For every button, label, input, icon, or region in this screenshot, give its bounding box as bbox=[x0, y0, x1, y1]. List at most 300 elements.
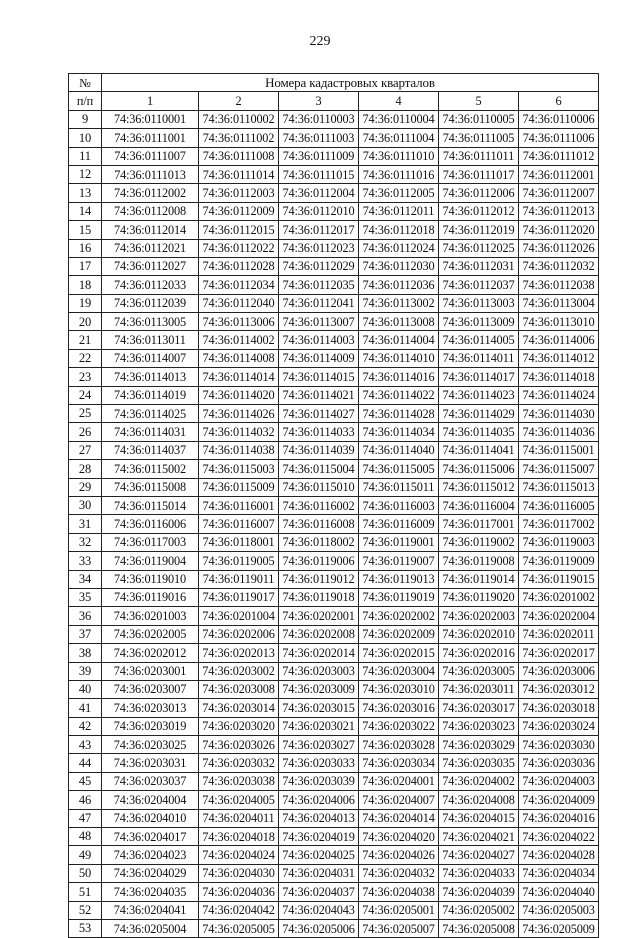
table-row bbox=[69, 644, 599, 662]
cadastral-number-cell: 74:36:0204004 bbox=[102, 791, 199, 809]
cadastral-number-cell: 74:36:0203028 bbox=[359, 736, 439, 754]
cadastral-number-cell: 74:36:0112022 bbox=[199, 239, 279, 257]
cadastral-number-cell: 74:36:0112006 bbox=[439, 184, 519, 202]
cadastral-number-cell: 74:36:0203006 bbox=[519, 662, 599, 680]
cadastral-number-cell: 74:36:0111003 bbox=[279, 129, 359, 147]
cadastral-number-cell: 74:36:0112031 bbox=[439, 257, 519, 275]
cadastral-number-cell: 74:36:0114031 bbox=[102, 423, 199, 441]
cadastral-number-cell: 74:36:0114016 bbox=[359, 368, 439, 386]
row-number: 14 bbox=[69, 202, 102, 220]
cadastral-number-cell: 74:36:0203010 bbox=[359, 680, 439, 698]
cadastral-number-cell: 74:36:0114038 bbox=[199, 441, 279, 459]
cadastral-number-cell: 74:36:0203018 bbox=[519, 699, 599, 717]
row-number: 39 bbox=[69, 662, 102, 680]
cadastral-number-cell: 74:36:0202014 bbox=[279, 644, 359, 662]
table-row bbox=[69, 570, 599, 588]
cadastral-number-cell: 74:36:0202017 bbox=[519, 644, 599, 662]
cadastral-number-cell: 74:36:0110005 bbox=[439, 110, 519, 128]
cadastral-number-cell: 74:36:0201003 bbox=[102, 607, 199, 625]
cadastral-number-cell: 74:36:0119018 bbox=[279, 588, 359, 606]
table-row bbox=[69, 919, 599, 937]
row-number: 47 bbox=[69, 809, 102, 827]
table-row bbox=[69, 165, 599, 183]
cadastral-number-cell: 74:36:0115010 bbox=[279, 478, 359, 496]
cadastral-number-cell: 74:36:0112008 bbox=[102, 202, 199, 220]
row-number: 51 bbox=[69, 883, 102, 901]
table-row bbox=[69, 901, 599, 919]
table-row bbox=[69, 147, 599, 165]
table-row bbox=[69, 405, 599, 423]
row-number: 40 bbox=[69, 680, 102, 698]
table-row bbox=[69, 460, 599, 478]
row-number: 18 bbox=[69, 276, 102, 294]
cadastral-number-cell: 74:36:0201002 bbox=[519, 588, 599, 606]
table-body bbox=[69, 110, 599, 938]
cadastral-number-cell: 74:36:0204005 bbox=[199, 791, 279, 809]
cadastral-number-cell: 74:36:0112033 bbox=[102, 276, 199, 294]
cadastral-number-cell: 74:36:0114004 bbox=[359, 331, 439, 349]
cadastral-number-cell: 74:36:0202013 bbox=[199, 644, 279, 662]
cadastral-number-cell: 74:36:0114027 bbox=[279, 405, 359, 423]
cadastral-number-cell: 74:36:0115007 bbox=[519, 460, 599, 478]
cadastral-number-cell: 74:36:0114006 bbox=[519, 331, 599, 349]
cadastral-number-cell: 74:36:0114033 bbox=[279, 423, 359, 441]
cadastral-number-cell: 74:36:0119001 bbox=[359, 533, 439, 551]
cadastral-number-cell: 74:36:0202003 bbox=[439, 607, 519, 625]
row-number: 28 bbox=[69, 460, 102, 478]
cadastral-number-cell: 74:36:0114041 bbox=[439, 441, 519, 459]
cadastral-number-cell: 74:36:0116006 bbox=[102, 515, 199, 533]
cadastral-number-cell: 74:36:0203013 bbox=[102, 699, 199, 717]
cadastral-number-cell: 74:36:0203004 bbox=[359, 662, 439, 680]
cadastral-number-cell: 74:36:0203009 bbox=[279, 680, 359, 698]
cadastral-number-cell: 74:36:0115009 bbox=[199, 478, 279, 496]
cadastral-number-cell: 74:36:0114021 bbox=[279, 386, 359, 404]
cadastral-number-cell: 74:36:0111004 bbox=[359, 129, 439, 147]
cadastral-number-cell: 74:36:0112001 bbox=[519, 165, 599, 183]
cadastral-number-cell: 74:36:0119017 bbox=[199, 588, 279, 606]
cadastral-number-cell: 74:36:0204016 bbox=[519, 809, 599, 827]
row-number: 23 bbox=[69, 368, 102, 386]
cadastral-number-cell: 74:36:0115001 bbox=[519, 441, 599, 459]
cadastral-number-cell: 74:36:0111005 bbox=[439, 129, 519, 147]
table-row bbox=[69, 184, 599, 202]
cadastral-number-cell: 74:36:0115002 bbox=[102, 460, 199, 478]
row-number: 41 bbox=[69, 699, 102, 717]
cadastral-number-cell: 74:36:0203035 bbox=[439, 754, 519, 772]
row-number-header-bottom: п/п bbox=[69, 92, 102, 110]
cadastral-number-cell: 74:36:0203003 bbox=[279, 662, 359, 680]
table-row bbox=[69, 662, 599, 680]
cadastral-number-cell: 74:36:0204011 bbox=[199, 809, 279, 827]
cadastral-number-cell: 74:36:0112005 bbox=[359, 184, 439, 202]
cadastral-number-cell: 74:36:0205003 bbox=[519, 901, 599, 919]
cadastral-number-cell: 74:36:0203024 bbox=[519, 717, 599, 735]
cadastral-number-cell: 74:36:0112013 bbox=[519, 202, 599, 220]
cadastral-number-cell: 74:36:0114008 bbox=[199, 349, 279, 367]
cadastral-number-cell: 74:36:0113011 bbox=[102, 331, 199, 349]
cadastral-number-cell: 74:36:0112040 bbox=[199, 294, 279, 312]
table-row bbox=[69, 331, 599, 349]
cadastral-number-cell: 74:36:0114018 bbox=[519, 368, 599, 386]
table-row bbox=[69, 313, 599, 331]
cadastral-number-cell: 74:36:0203036 bbox=[519, 754, 599, 772]
cadastral-number-cell: 74:36:0202008 bbox=[279, 625, 359, 643]
cadastral-number-cell: 74:36:0203020 bbox=[199, 717, 279, 735]
cadastral-number-cell: 74:36:0112020 bbox=[519, 221, 599, 239]
cadastral-number-cell: 74:36:0204032 bbox=[359, 864, 439, 882]
row-number: 46 bbox=[69, 791, 102, 809]
table-row bbox=[69, 368, 599, 386]
column-number: 1 bbox=[102, 92, 199, 110]
cadastral-number-cell: 74:36:0114028 bbox=[359, 405, 439, 423]
table-row bbox=[69, 809, 599, 827]
row-number: 34 bbox=[69, 570, 102, 588]
cadastral-number-cell: 74:36:0113010 bbox=[519, 313, 599, 331]
cadastral-number-cell: 74:36:0117003 bbox=[102, 533, 199, 551]
cadastral-number-cell: 74:36:0204001 bbox=[359, 772, 439, 790]
cadastral-number-cell: 74:36:0204007 bbox=[359, 791, 439, 809]
cadastral-number-cell: 74:36:0117001 bbox=[439, 515, 519, 533]
cadastral-number-cell: 74:36:0203001 bbox=[102, 662, 199, 680]
row-number: 15 bbox=[69, 221, 102, 239]
column-number: 2 bbox=[199, 92, 279, 110]
cadastral-number-cell: 74:36:0204021 bbox=[439, 828, 519, 846]
cadastral-number-cell: 74:36:0110006 bbox=[519, 110, 599, 128]
header-row-title bbox=[69, 74, 599, 92]
table-row bbox=[69, 349, 599, 367]
cadastral-number-cell: 74:36:0203019 bbox=[102, 717, 199, 735]
cadastral-number-cell: 74:36:0114013 bbox=[102, 368, 199, 386]
cadastral-number-cell: 74:36:0119015 bbox=[519, 570, 599, 588]
cadastral-number-cell: 74:36:0111010 bbox=[359, 147, 439, 165]
cadastral-number-cell: 74:36:0201004 bbox=[199, 607, 279, 625]
cadastral-number-cell: 74:36:0203034 bbox=[359, 754, 439, 772]
cadastral-number-cell: 74:36:0204024 bbox=[199, 846, 279, 864]
cadastral-number-cell: 74:36:0202010 bbox=[439, 625, 519, 643]
cadastral-number-cell: 74:36:0115004 bbox=[279, 460, 359, 478]
cadastral-number-cell: 74:36:0112011 bbox=[359, 202, 439, 220]
cadastral-number-cell: 74:36:0203033 bbox=[279, 754, 359, 772]
cadastral-number-cell: 74:36:0204034 bbox=[519, 864, 599, 882]
cadastral-number-cell: 74:36:0203038 bbox=[199, 772, 279, 790]
cadastral-number-cell: 74:36:0202002 bbox=[359, 607, 439, 625]
cadastral-number-cell: 74:36:0114025 bbox=[102, 405, 199, 423]
cadastral-number-cell: 74:36:0110002 bbox=[199, 110, 279, 128]
table-row bbox=[69, 552, 599, 570]
row-number: 33 bbox=[69, 552, 102, 570]
cadastral-number-cell: 74:36:0112018 bbox=[359, 221, 439, 239]
table-row bbox=[69, 533, 599, 551]
table-row bbox=[69, 717, 599, 735]
cadastral-number-cell: 74:36:0205004 bbox=[102, 919, 199, 937]
cadastral-number-cell: 74:36:0204018 bbox=[199, 828, 279, 846]
cadastral-number-cell: 74:36:0112017 bbox=[279, 221, 359, 239]
cadastral-number-cell: 74:36:0114040 bbox=[359, 441, 439, 459]
cadastral-number-cell: 74:36:0204036 bbox=[199, 883, 279, 901]
cadastral-number-cell: 74:36:0116005 bbox=[519, 496, 599, 514]
cadastral-number-cell: 74:36:0204023 bbox=[102, 846, 199, 864]
cadastral-number-cell: 74:36:0204003 bbox=[519, 772, 599, 790]
table-row bbox=[69, 680, 599, 698]
cadastral-number-cell: 74:36:0204014 bbox=[359, 809, 439, 827]
table-row bbox=[69, 515, 599, 533]
cadastral-number-cell: 74:36:0115006 bbox=[439, 460, 519, 478]
cadastral-number-cell: 74:36:0116002 bbox=[279, 496, 359, 514]
table-row bbox=[69, 257, 599, 275]
cadastral-number-cell: 74:36:0112039 bbox=[102, 294, 199, 312]
cadastral-number-cell: 74:36:0203012 bbox=[519, 680, 599, 698]
cadastral-number-cell: 74:36:0205009 bbox=[519, 919, 599, 937]
cadastral-number-cell: 74:36:0202005 bbox=[102, 625, 199, 643]
cadastral-number-cell: 74:36:0111007 bbox=[102, 147, 199, 165]
cadastral-number-cell: 74:36:0202011 bbox=[519, 625, 599, 643]
cadastral-number-cell: 74:36:0204042 bbox=[199, 901, 279, 919]
cadastral-number-cell: 74:36:0114020 bbox=[199, 386, 279, 404]
cadastral-number-cell: 74:36:0114026 bbox=[199, 405, 279, 423]
row-number: 49 bbox=[69, 846, 102, 864]
cadastral-number-cell: 74:36:0114012 bbox=[519, 349, 599, 367]
cadastral-number-cell: 74:36:0202012 bbox=[102, 644, 199, 662]
cadastral-number-cell: 74:36:0203032 bbox=[199, 754, 279, 772]
cadastral-number-cell: 74:36:0202016 bbox=[439, 644, 519, 662]
cadastral-number-cell: 74:36:0203026 bbox=[199, 736, 279, 754]
cadastral-number-cell: 74:36:0204019 bbox=[279, 828, 359, 846]
cadastral-number-cell: 74:36:0204010 bbox=[102, 809, 199, 827]
cadastral-number-cell: 74:36:0204026 bbox=[359, 846, 439, 864]
cadastral-number-cell: 74:36:0119012 bbox=[279, 570, 359, 588]
row-number: 20 bbox=[69, 313, 102, 331]
cadastral-number-cell: 74:36:0204006 bbox=[279, 791, 359, 809]
cadastral-number-cell: 74:36:0115003 bbox=[199, 460, 279, 478]
table-row bbox=[69, 221, 599, 239]
cadastral-number-cell: 74:36:0112030 bbox=[359, 257, 439, 275]
cadastral-number-cell: 74:36:0119011 bbox=[199, 570, 279, 588]
cadastral-number-cell: 74:36:0112012 bbox=[439, 202, 519, 220]
cadastral-number-cell: 74:36:0119014 bbox=[439, 570, 519, 588]
cadastral-number-cell: 74:36:0111013 bbox=[102, 165, 199, 183]
cadastral-number-cell: 74:36:0112036 bbox=[359, 276, 439, 294]
table-row bbox=[69, 276, 599, 294]
cadastral-number-cell: 74:36:0111002 bbox=[199, 129, 279, 147]
cadastral-number-cell: 74:36:0119020 bbox=[439, 588, 519, 606]
cadastral-number-cell: 74:36:0205002 bbox=[439, 901, 519, 919]
cadastral-number-cell: 74:36:0112038 bbox=[519, 276, 599, 294]
cadastral-number-cell: 74:36:0114011 bbox=[439, 349, 519, 367]
cadastral-number-cell: 74:36:0113009 bbox=[439, 313, 519, 331]
cadastral-number-cell: 74:36:0110001 bbox=[102, 110, 199, 128]
cadastral-number-cell: 74:36:0113005 bbox=[102, 313, 199, 331]
table-row bbox=[69, 607, 599, 625]
cadastral-number-cell: 74:36:0119006 bbox=[279, 552, 359, 570]
cadastral-number-cell: 74:36:0204022 bbox=[519, 828, 599, 846]
cadastral-number-cell: 74:36:0114035 bbox=[439, 423, 519, 441]
cadastral-number-cell: 74:36:0113004 bbox=[519, 294, 599, 312]
cadastral-number-cell: 74:36:0111006 bbox=[519, 129, 599, 147]
cadastral-number-cell: 74:36:0111012 bbox=[519, 147, 599, 165]
cadastral-number-cell: 74:36:0112023 bbox=[279, 239, 359, 257]
cadastral-number-cell: 74:36:0205001 bbox=[359, 901, 439, 919]
cadastral-number-cell: 74:36:0116001 bbox=[199, 496, 279, 514]
column-number: 5 bbox=[439, 92, 519, 110]
table-row bbox=[69, 883, 599, 901]
cadastral-number-cell: 74:36:0114009 bbox=[279, 349, 359, 367]
row-number: 37 bbox=[69, 625, 102, 643]
cadastral-number-cell: 74:36:0112024 bbox=[359, 239, 439, 257]
row-number: 35 bbox=[69, 588, 102, 606]
cadastral-number-cell: 74:36:0202006 bbox=[199, 625, 279, 643]
cadastral-number-cell: 74:36:0203015 bbox=[279, 699, 359, 717]
cadastral-number-cell: 74:36:0113002 bbox=[359, 294, 439, 312]
cadastral-number-cell: 74:36:0113008 bbox=[359, 313, 439, 331]
row-number: 10 bbox=[69, 129, 102, 147]
cadastral-number-cell: 74:36:0112037 bbox=[439, 276, 519, 294]
row-number: 45 bbox=[69, 772, 102, 790]
cadastral-number-cell: 74:36:0203037 bbox=[102, 772, 199, 790]
cadastral-number-cell: 74:36:0204031 bbox=[279, 864, 359, 882]
cadastral-number-cell: 74:36:0112004 bbox=[279, 184, 359, 202]
table-row bbox=[69, 202, 599, 220]
row-number-header-top: № bbox=[69, 74, 102, 92]
cadastral-number-cell: 74:36:0204039 bbox=[439, 883, 519, 901]
cadastral-number-cell: 74:36:0203039 bbox=[279, 772, 359, 790]
cadastral-number-cell: 74:36:0204041 bbox=[102, 901, 199, 919]
cadastral-number-cell: 74:36:0204027 bbox=[439, 846, 519, 864]
cadastral-number-cell: 74:36:0112014 bbox=[102, 221, 199, 239]
row-number: 50 bbox=[69, 864, 102, 882]
table-row bbox=[69, 828, 599, 846]
cadastral-number-cell: 74:36:0203007 bbox=[102, 680, 199, 698]
row-number: 11 bbox=[69, 147, 102, 165]
cadastral-number-cell: 74:36:0116009 bbox=[359, 515, 439, 533]
cadastral-number-cell: 74:36:0119003 bbox=[519, 533, 599, 551]
cadastral-number-cell: 74:36:0112029 bbox=[279, 257, 359, 275]
cadastral-number-cell: 74:36:0203016 bbox=[359, 699, 439, 717]
row-number: 25 bbox=[69, 405, 102, 423]
cadastral-number-cell: 74:36:0112007 bbox=[519, 184, 599, 202]
cadastral-number-cell: 74:36:0203008 bbox=[199, 680, 279, 698]
cadastral-number-cell: 74:36:0111016 bbox=[359, 165, 439, 183]
table-row bbox=[69, 754, 599, 772]
table-row bbox=[69, 110, 599, 128]
cadastral-number-cell: 74:36:0119005 bbox=[199, 552, 279, 570]
cadastral-number-cell: 74:36:0203025 bbox=[102, 736, 199, 754]
cadastral-number-cell: 74:36:0204017 bbox=[102, 828, 199, 846]
cadastral-number-cell: 74:36:0116004 bbox=[439, 496, 519, 514]
cadastral-number-cell: 74:36:0119019 bbox=[359, 588, 439, 606]
cadastral-number-cell: 74:36:0204038 bbox=[359, 883, 439, 901]
cadastral-number-cell: 74:36:0119004 bbox=[102, 552, 199, 570]
table-row bbox=[69, 129, 599, 147]
cadastral-number-cell: 74:36:0114030 bbox=[519, 405, 599, 423]
cadastral-number-cell: 74:36:0112028 bbox=[199, 257, 279, 275]
row-number: 53 bbox=[69, 919, 102, 937]
cadastral-number-cell: 74:36:0202015 bbox=[359, 644, 439, 662]
cadastral-number-cell: 74:36:0114037 bbox=[102, 441, 199, 459]
cadastral-number-cell: 74:36:0204030 bbox=[199, 864, 279, 882]
cadastral-number-cell: 74:36:0112027 bbox=[102, 257, 199, 275]
cadastral-number-cell: 74:36:0119008 bbox=[439, 552, 519, 570]
row-number: 9 bbox=[69, 110, 102, 128]
table-row bbox=[69, 625, 599, 643]
cadastral-number-cell: 74:36:0116007 bbox=[199, 515, 279, 533]
cadastral-number-cell: 74:36:0204028 bbox=[519, 846, 599, 864]
cadastral-number-cell: 74:36:0203023 bbox=[439, 717, 519, 735]
cadastral-number-cell: 74:36:0203002 bbox=[199, 662, 279, 680]
table-row bbox=[69, 772, 599, 790]
cadastral-number-cell: 74:36:0203011 bbox=[439, 680, 519, 698]
cadastral-number-cell: 74:36:0119009 bbox=[519, 552, 599, 570]
cadastral-number-cell: 74:36:0204002 bbox=[439, 772, 519, 790]
table-row bbox=[69, 478, 599, 496]
column-number: 4 bbox=[359, 92, 439, 110]
table-row bbox=[69, 699, 599, 717]
cadastral-number-cell: 74:36:0119013 bbox=[359, 570, 439, 588]
cadastral-number-cell: 74:36:0114023 bbox=[439, 386, 519, 404]
cadastral-number-cell: 74:36:0119016 bbox=[102, 588, 199, 606]
row-number: 16 bbox=[69, 239, 102, 257]
column-number: 6 bbox=[519, 92, 599, 110]
cadastral-number-cell: 74:36:0203017 bbox=[439, 699, 519, 717]
table-row bbox=[69, 423, 599, 441]
cadastral-number-cell: 74:36:0111017 bbox=[439, 165, 519, 183]
row-number: 31 bbox=[69, 515, 102, 533]
cadastral-number-cell: 74:36:0114005 bbox=[439, 331, 519, 349]
row-number: 27 bbox=[69, 441, 102, 459]
cadastral-number-cell: 74:36:0112010 bbox=[279, 202, 359, 220]
cadastral-number-cell: 74:36:0203005 bbox=[439, 662, 519, 680]
cadastral-number-cell: 74:36:0112034 bbox=[199, 276, 279, 294]
cadastral-number-cell: 74:36:0119010 bbox=[102, 570, 199, 588]
cadastral-number-cell: 74:36:0110004 bbox=[359, 110, 439, 128]
row-number: 17 bbox=[69, 257, 102, 275]
cadastral-number-cell: 74:36:0111008 bbox=[199, 147, 279, 165]
cadastral-number-cell: 74:36:0205006 bbox=[279, 919, 359, 937]
row-number: 22 bbox=[69, 349, 102, 367]
cadastral-number-cell: 74:36:0114014 bbox=[199, 368, 279, 386]
row-number: 52 bbox=[69, 901, 102, 919]
cadastral-number-cell: 74:36:0204009 bbox=[519, 791, 599, 809]
cadastral-number-cell: 74:36:0204008 bbox=[439, 791, 519, 809]
cadastral-number-cell: 74:36:0203031 bbox=[102, 754, 199, 772]
cadastral-number-cell: 74:36:0114015 bbox=[279, 368, 359, 386]
table-title: Номера кадастровых кварталов bbox=[102, 74, 599, 92]
cadastral-number-cell: 74:36:0112041 bbox=[279, 294, 359, 312]
cadastral-number-cell: 74:36:0112035 bbox=[279, 276, 359, 294]
cadastral-number-cell: 74:36:0115014 bbox=[102, 496, 199, 514]
cadastral-number-cell: 74:36:0115013 bbox=[519, 478, 599, 496]
cadastral-number-cell: 74:36:0114019 bbox=[102, 386, 199, 404]
table-row bbox=[69, 736, 599, 754]
cadastral-number-cell: 74:36:0114024 bbox=[519, 386, 599, 404]
table-row bbox=[69, 791, 599, 809]
cadastral-number-cell: 74:36:0112002 bbox=[102, 184, 199, 202]
cadastral-number-cell: 74:36:0203030 bbox=[519, 736, 599, 754]
cadastral-number-cell: 74:36:0204033 bbox=[439, 864, 519, 882]
table-row bbox=[69, 239, 599, 257]
row-number: 44 bbox=[69, 754, 102, 772]
table-row bbox=[69, 864, 599, 882]
cadastral-number-cell: 74:36:0204013 bbox=[279, 809, 359, 827]
cadastral-number-cell: 74:36:0118001 bbox=[199, 533, 279, 551]
cadastral-number-cell: 74:36:0205007 bbox=[359, 919, 439, 937]
row-number: 48 bbox=[69, 828, 102, 846]
row-number: 32 bbox=[69, 533, 102, 551]
row-number: 29 bbox=[69, 478, 102, 496]
row-number: 13 bbox=[69, 184, 102, 202]
row-number: 12 bbox=[69, 165, 102, 183]
cadastral-number-cell: 74:36:0204020 bbox=[359, 828, 439, 846]
